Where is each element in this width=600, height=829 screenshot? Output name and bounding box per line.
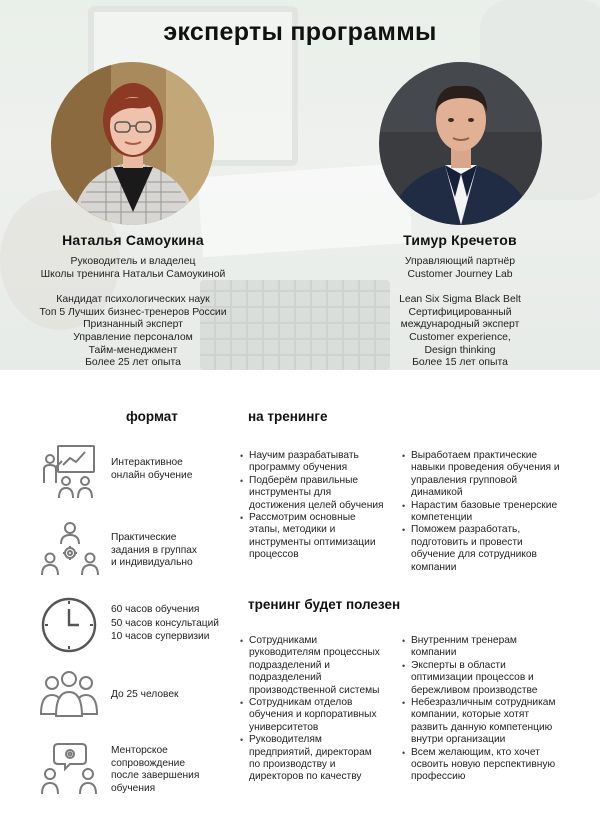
- list-item: • Сотрудниками руководителям процессных подразделений и подразделений производственной системы: [240, 635, 400, 697]
- training-list-left: [240, 450, 400, 562]
- expert-detail-line: Тайм-менеджмент: [88, 344, 178, 356]
- expert-detail-line: Топ 5 Лучших бизнес-тренеров России: [39, 306, 227, 318]
- expert-photo-krechetov: [379, 62, 542, 225]
- expert-detail-line: Design thinking: [424, 344, 496, 356]
- expert-card-samoukina: [3, 232, 263, 370]
- useful-list-right: [402, 635, 592, 784]
- group-work-icon: [40, 520, 100, 578]
- training-heading: на тренинге: [248, 409, 328, 424]
- useful-heading: тренинг будет полезен: [248, 597, 401, 612]
- format-item-label: Интерактивное онлайн обучение: [111, 457, 193, 481]
- format-item-label: 60 часов обучения 50 часов консультаций 10 часов супервизии: [111, 604, 219, 642]
- page-title: эксперты программы: [163, 18, 437, 46]
- expert-detail-line: Кандидат психологических наук: [56, 294, 210, 306]
- expert-detail-line: Более 25 лет опыта: [85, 357, 181, 369]
- list-item: • Внутренним тренерам компании: [402, 635, 592, 660]
- list-item: • Поможем разработать, подготовить и провести обучение для сотрудников компании: [402, 524, 592, 574]
- expert-name: Тимур Кречетов: [403, 232, 517, 248]
- list-item: • Руководителям предприятий, директорам по производству и директоров по качеству: [240, 734, 400, 784]
- mentor-icon: [40, 742, 98, 796]
- training-list-right: [402, 450, 592, 574]
- expert-role-line: Управляющий партнёр: [404, 256, 516, 267]
- list-item: • Эксперты в области оптимизации процессов и бережливом производстве: [402, 660, 592, 697]
- expert-detail-line: Более 15 лет опыта: [412, 357, 508, 369]
- list-item: • Рассмотрим основные этапы, методики и инструменты оптимизации процессов: [240, 512, 400, 562]
- expert-detail-line: Сертифицированный: [408, 306, 512, 318]
- expert-detail-line: Customer experience,: [409, 331, 511, 343]
- format-item-label: Практические задания в группах и индивидуально: [111, 532, 198, 569]
- portrait-woman: [51, 62, 214, 225]
- expert-detail-line: международный эксперт: [400, 319, 520, 331]
- expert-detail-line: Lean Six Sigma Black Belt: [399, 294, 521, 306]
- format-item-label: До 25 человек: [111, 689, 179, 700]
- people-icon: [40, 670, 98, 718]
- format-item-label: Менторское сопровождение после завершения обучения: [111, 745, 200, 794]
- format-heading: формат: [126, 409, 178, 424]
- expert-detail-line: Признанный эксперт: [83, 319, 183, 331]
- list-item: • Научим разрабатывать программу обучения: [240, 450, 400, 475]
- useful-list-left: [240, 635, 400, 784]
- presentation-icon: [40, 443, 98, 501]
- expert-card-krechetov: [330, 232, 590, 370]
- list-item: • Небезразличным сотрудникам компании, которые хотят развить данную компетенцию внутри организации: [402, 697, 592, 747]
- expert-detail-line: Управление персоналом: [73, 331, 193, 343]
- expert-name: Наталья Самоукина: [62, 232, 204, 248]
- expert-role-line: Школы тренинга Натальи Самоукиной: [40, 268, 226, 280]
- list-item: • Всем желающим, кто хочет освоить новую перспективную профессию: [402, 747, 592, 784]
- list-item: • Выработаем практические навыки проведения обучения и управления групповой динамикой: [402, 450, 592, 500]
- clock-icon: [40, 596, 98, 654]
- portrait-man: [379, 62, 542, 225]
- list-item: • Подберём правильные инструменты для достижения целей обучения: [240, 475, 400, 512]
- expert-photo-samoukina: [51, 62, 214, 225]
- list-item: • Сотрудникам отделов обучения и корпоративных университетов: [240, 697, 400, 734]
- expert-role-line: Руководитель и владелец: [70, 256, 196, 267]
- list-item: • Нарастим базовые тренерские компетенции: [402, 500, 592, 525]
- expert-role-line: Customer Journey Lab: [407, 268, 513, 280]
- experts-hero: [0, 0, 600, 370]
